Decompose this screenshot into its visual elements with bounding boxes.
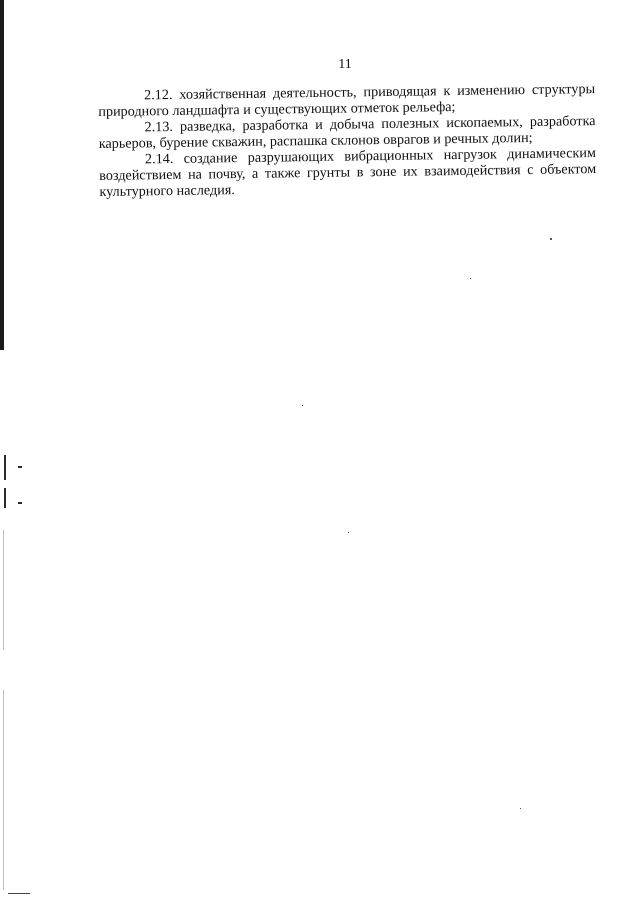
scan-faint-line (3, 690, 4, 890)
paragraph-2-12: 2.12. хозяйственная деятельность, приводящая к изменению структуры природного ландшафта и существующих отметок рельефа; (98, 81, 596, 120)
scan-faint-line (3, 530, 4, 650)
scan-speck (550, 238, 552, 240)
paragraph-2-13: 2.13. разведка, разработка и добыча полезных ископаемых, разработка карьеров, бурение скважин, распашка склонов оврагов и речных долин; (98, 113, 596, 152)
scan-speck (302, 405, 303, 406)
scan-edge-mark (4, 455, 6, 480)
scan-edge-mark (4, 488, 6, 508)
scan-speck (470, 278, 471, 279)
scan-bottom-mark (8, 893, 30, 894)
scan-dot-mark (18, 502, 22, 504)
page-number: 11 (338, 57, 352, 72)
paragraph-2-14: 2.14. создание разрушающих вибрационных нагрузок динамическим воздействием на почву, а также грунты в зоне их взаимодействия с объектом культурного наследия. (99, 145, 597, 200)
scan-edge-shadow (0, 0, 4, 350)
document-body (98, 81, 597, 200)
scan-speck (520, 808, 521, 809)
scan-speck (348, 532, 349, 533)
scan-dot-mark (18, 466, 22, 468)
